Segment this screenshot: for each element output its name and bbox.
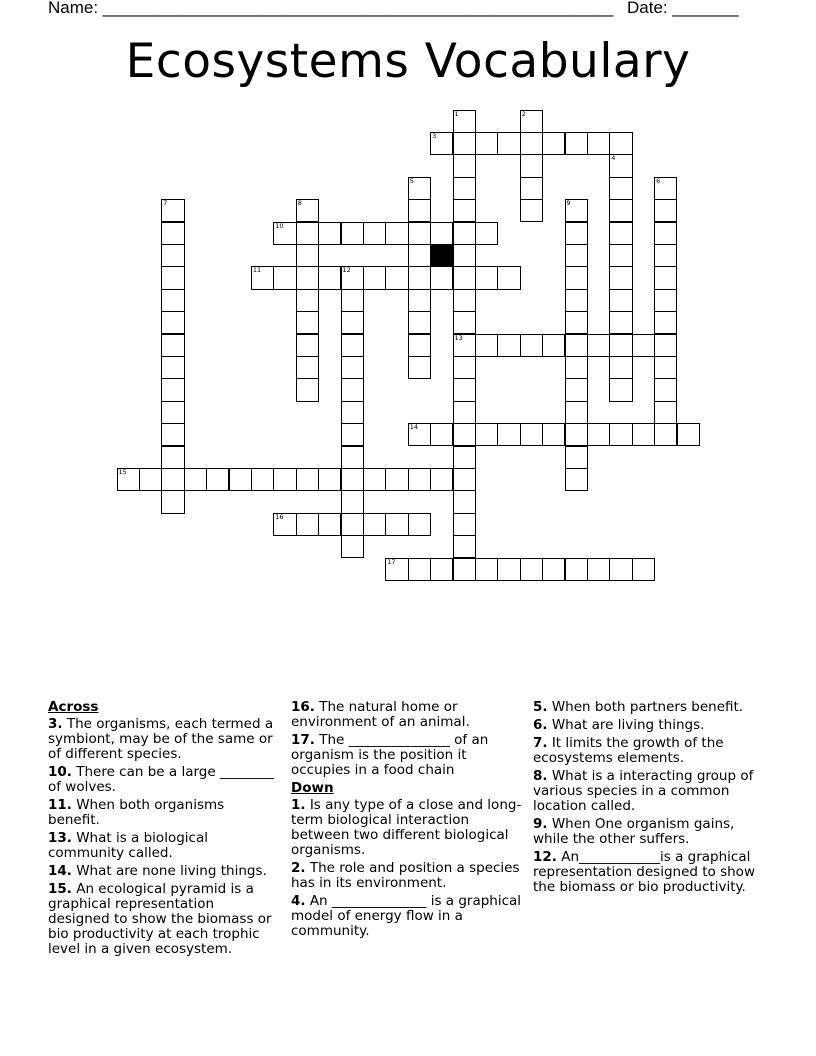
grid-cell[interactable] bbox=[251, 266, 274, 289]
grid-cell[interactable] bbox=[497, 132, 520, 155]
grid-cell[interactable] bbox=[385, 558, 408, 581]
grid-cell[interactable] bbox=[296, 222, 319, 245]
clues-column-3 bbox=[533, 700, 765, 898]
grid-cell[interactable] bbox=[609, 132, 632, 155]
clue-number: 3. bbox=[48, 716, 63, 732]
grid-cell[interactable] bbox=[318, 266, 341, 289]
grid-cell[interactable] bbox=[587, 423, 610, 446]
grid-cell[interactable] bbox=[609, 311, 632, 334]
grid-cell[interactable] bbox=[408, 311, 431, 334]
clue-text: When One organism gains, while the other suffers. bbox=[533, 816, 735, 847]
cell-number: 6 bbox=[656, 176, 661, 185]
black-cell bbox=[430, 244, 453, 267]
grid-cell[interactable] bbox=[497, 423, 520, 446]
cell-number: 5 bbox=[409, 176, 414, 185]
grid-cell[interactable] bbox=[161, 289, 184, 312]
grid-cell[interactable] bbox=[430, 468, 453, 491]
grid-cell[interactable] bbox=[296, 244, 319, 267]
grid-cell[interactable] bbox=[408, 513, 431, 536]
across-clue bbox=[291, 733, 527, 778]
grid-cell[interactable] bbox=[654, 177, 677, 200]
grid-cell[interactable] bbox=[654, 334, 677, 357]
grid-cell[interactable] bbox=[273, 513, 296, 536]
grid-cell[interactable] bbox=[296, 513, 319, 536]
grid-cell[interactable] bbox=[542, 558, 565, 581]
across-clue bbox=[48, 717, 278, 762]
grid-cell[interactable] bbox=[273, 266, 296, 289]
grid-cell[interactable] bbox=[161, 311, 184, 334]
grid-cell[interactable] bbox=[453, 446, 476, 469]
grid-cell[interactable] bbox=[296, 199, 319, 222]
across-clue bbox=[48, 765, 278, 795]
grid-cell[interactable] bbox=[206, 468, 229, 491]
grid-cell[interactable] bbox=[587, 334, 610, 357]
grid-cell[interactable] bbox=[609, 154, 632, 177]
date-field[interactable]: Date: _______ bbox=[627, 0, 739, 17]
grid-cell[interactable] bbox=[520, 199, 543, 222]
clue-number: 15. bbox=[48, 881, 72, 897]
down-clue bbox=[291, 861, 527, 891]
grid-cell[interactable] bbox=[565, 222, 588, 245]
grid-cell[interactable] bbox=[497, 266, 520, 289]
clue-text: An____________is a graphical representation designed to show the biomass or bio productivity. bbox=[533, 849, 755, 895]
clue-text: Is any type of a close and long-term biological interaction between two different biological organisms. bbox=[291, 797, 522, 858]
grid-cell[interactable] bbox=[565, 401, 588, 424]
grid-cell[interactable] bbox=[273, 222, 296, 245]
clue-text: What are living things. bbox=[547, 717, 705, 733]
grid-cell[interactable] bbox=[385, 468, 408, 491]
grid-cell[interactable] bbox=[161, 468, 184, 491]
grid-cell[interactable] bbox=[453, 266, 476, 289]
across-clue bbox=[48, 864, 278, 879]
grid-cell[interactable] bbox=[408, 289, 431, 312]
grid-cell[interactable] bbox=[565, 266, 588, 289]
grid-cell[interactable] bbox=[654, 266, 677, 289]
grid-cell[interactable] bbox=[341, 311, 364, 334]
clue-text: What are none living things. bbox=[71, 863, 267, 879]
grid-cell[interactable] bbox=[430, 266, 453, 289]
grid-cell[interactable] bbox=[430, 132, 453, 155]
grid-cell[interactable] bbox=[654, 199, 677, 222]
clue-number: 13. bbox=[48, 830, 72, 846]
grid-cell[interactable] bbox=[453, 334, 476, 357]
grid-cell[interactable] bbox=[475, 222, 498, 245]
grid-cell[interactable] bbox=[654, 244, 677, 267]
grid-cell[interactable] bbox=[184, 468, 207, 491]
grid-cell[interactable] bbox=[341, 468, 364, 491]
grid-cell[interactable] bbox=[453, 177, 476, 200]
clue-number: 6. bbox=[533, 717, 548, 733]
grid-cell[interactable] bbox=[408, 222, 431, 245]
grid-cell[interactable] bbox=[565, 244, 588, 267]
grid-cell[interactable] bbox=[341, 535, 364, 558]
grid-cell[interactable] bbox=[161, 334, 184, 357]
grid-cell[interactable] bbox=[453, 490, 476, 513]
grid-cell[interactable] bbox=[296, 311, 319, 334]
down-clue bbox=[533, 718, 765, 733]
grid-cell[interactable] bbox=[363, 468, 386, 491]
grid-cell[interactable] bbox=[161, 446, 184, 469]
clue-text: There can be a large ________ of wolves. bbox=[48, 764, 274, 795]
page-title: Ecosystems Vocabulary bbox=[125, 34, 691, 89]
grid-cell[interactable] bbox=[565, 423, 588, 446]
cell-number: 2 bbox=[521, 109, 526, 118]
grid-cell[interactable] bbox=[453, 222, 476, 245]
cell-number: 11 bbox=[252, 266, 262, 275]
clue-text: An ecological pyramid is a graphical representation designed to show the biomass or bio productivity at each trophic level in a given ecosystem. bbox=[48, 881, 272, 957]
grid-cell[interactable] bbox=[363, 513, 386, 536]
grid-cell[interactable] bbox=[430, 558, 453, 581]
grid-cell[interactable] bbox=[453, 378, 476, 401]
cell-number: 13 bbox=[454, 333, 463, 342]
grid-cell[interactable] bbox=[161, 378, 184, 401]
grid-cell[interactable] bbox=[497, 558, 520, 581]
grid-cell[interactable] bbox=[654, 356, 677, 379]
grid-cell[interactable] bbox=[587, 132, 610, 155]
down-clue bbox=[533, 700, 765, 715]
down-clue bbox=[533, 817, 765, 847]
grid-cell[interactable] bbox=[453, 311, 476, 334]
grid-cell[interactable] bbox=[161, 199, 184, 222]
grid-cell[interactable] bbox=[520, 558, 543, 581]
cell-number: 10 bbox=[275, 221, 284, 230]
grid-cell[interactable] bbox=[318, 513, 341, 536]
down-heading: Down bbox=[291, 780, 334, 796]
grid-cell[interactable] bbox=[430, 423, 453, 446]
grid-cell[interactable] bbox=[296, 468, 319, 491]
grid-cell[interactable] bbox=[542, 334, 565, 357]
cell-number: 3 bbox=[432, 131, 437, 140]
clue-number: 4. bbox=[291, 893, 306, 909]
grid-cell[interactable] bbox=[565, 334, 588, 357]
clue-text: The role and position a species has in its environment. bbox=[291, 860, 520, 891]
grid-cell[interactable] bbox=[609, 558, 632, 581]
grid-cell[interactable] bbox=[565, 132, 588, 155]
grid-cell[interactable] bbox=[273, 468, 296, 491]
grid-cell[interactable] bbox=[161, 244, 184, 267]
across-heading: Across bbox=[48, 699, 99, 715]
clues-column-2 bbox=[291, 700, 527, 942]
grid-cell[interactable] bbox=[341, 423, 364, 446]
cell-number: 9 bbox=[566, 199, 571, 208]
grid-cell[interactable] bbox=[408, 177, 431, 200]
grid-cell[interactable] bbox=[453, 289, 476, 312]
grid-cell[interactable] bbox=[453, 401, 476, 424]
grid-cell[interactable] bbox=[408, 558, 431, 581]
grid-cell[interactable] bbox=[408, 199, 431, 222]
grid-cell[interactable] bbox=[341, 334, 364, 357]
grid-cell[interactable] bbox=[542, 132, 565, 155]
grid-cell[interactable] bbox=[341, 222, 364, 245]
grid-cell[interactable] bbox=[453, 558, 476, 581]
grid-cell[interactable] bbox=[341, 513, 364, 536]
clue-number: 2. bbox=[291, 860, 306, 876]
grid-cell[interactable] bbox=[565, 446, 588, 469]
grid-cell[interactable] bbox=[654, 423, 677, 446]
grid-cell[interactable] bbox=[609, 289, 632, 312]
clue-number: 14. bbox=[48, 863, 72, 879]
grid-cell[interactable] bbox=[609, 334, 632, 357]
grid-cell[interactable] bbox=[520, 423, 543, 446]
grid-cell[interactable] bbox=[408, 266, 431, 289]
grid-cell[interactable] bbox=[453, 199, 476, 222]
grid-cell[interactable] bbox=[453, 110, 476, 133]
grid-cell[interactable] bbox=[654, 401, 677, 424]
grid-cell[interactable] bbox=[520, 132, 543, 155]
grid-cell[interactable] bbox=[475, 558, 498, 581]
grid-cell[interactable] bbox=[565, 468, 588, 491]
clue-number: 8. bbox=[533, 768, 548, 784]
grid-cell[interactable] bbox=[609, 356, 632, 379]
grid-cell[interactable] bbox=[161, 222, 184, 245]
grid-cell[interactable] bbox=[475, 334, 498, 357]
grid-cell[interactable] bbox=[341, 289, 364, 312]
grid-cell[interactable] bbox=[654, 311, 677, 334]
grid-cell[interactable] bbox=[632, 423, 655, 446]
grid-cell[interactable] bbox=[565, 378, 588, 401]
cell-number: 1 bbox=[454, 109, 459, 118]
across-clue bbox=[48, 882, 278, 957]
grid-cell[interactable] bbox=[430, 222, 453, 245]
clue-number: 5. bbox=[533, 699, 548, 715]
across-clue bbox=[48, 831, 278, 861]
grid-cell[interactable] bbox=[609, 177, 632, 200]
grid-cell[interactable] bbox=[341, 266, 364, 289]
grid-cell[interactable] bbox=[565, 356, 588, 379]
grid-cell[interactable] bbox=[453, 513, 476, 536]
cell-number: 14 bbox=[409, 423, 418, 432]
grid-cell[interactable] bbox=[385, 513, 408, 536]
clue-text: The organisms, each termed a symbiont, may be of the same or of different species. bbox=[48, 716, 274, 762]
grid-cell[interactable] bbox=[654, 378, 677, 401]
grid-cell[interactable] bbox=[609, 199, 632, 222]
down-clue bbox=[291, 894, 527, 939]
grid-cell[interactable] bbox=[296, 334, 319, 357]
cell-number: 4 bbox=[611, 154, 616, 163]
clue-text: What is a interacting group of various species in a common location called. bbox=[533, 768, 754, 814]
grid-cell[interactable] bbox=[654, 222, 677, 245]
down-clue bbox=[291, 798, 527, 858]
grid-cell[interactable] bbox=[677, 423, 700, 446]
grid-cell[interactable] bbox=[609, 378, 632, 401]
grid-cell[interactable] bbox=[296, 378, 319, 401]
grid-cell[interactable] bbox=[542, 423, 565, 446]
header bbox=[48, 0, 748, 20]
grid-cell[interactable] bbox=[318, 468, 341, 491]
grid-cell[interactable] bbox=[497, 334, 520, 357]
grid-cell[interactable] bbox=[229, 468, 252, 491]
grid-cell[interactable] bbox=[363, 222, 386, 245]
clue-text: It limits the growth of the ecosystems elements. bbox=[533, 735, 724, 766]
grid-cell[interactable] bbox=[341, 356, 364, 379]
across-clue bbox=[48, 798, 278, 828]
grid-cell[interactable] bbox=[565, 311, 588, 334]
clue-number: 17. bbox=[291, 732, 315, 748]
cell-number: 12 bbox=[342, 266, 351, 275]
grid-cell[interactable] bbox=[408, 423, 431, 446]
clue-text: When both partners benefit. bbox=[547, 699, 744, 715]
grid-cell[interactable] bbox=[520, 110, 543, 133]
grid-cell[interactable] bbox=[251, 468, 274, 491]
grid-cell[interactable] bbox=[453, 132, 476, 155]
cell-number: 17 bbox=[387, 557, 396, 566]
grid-cell[interactable] bbox=[408, 334, 431, 357]
clue-number: 7. bbox=[533, 735, 548, 751]
clue-number: 10. bbox=[48, 764, 72, 780]
grid-cell[interactable] bbox=[139, 468, 162, 491]
grid-cell[interactable] bbox=[363, 266, 386, 289]
clue-text: What is a biological community called. bbox=[48, 830, 208, 861]
grid-cell[interactable] bbox=[341, 446, 364, 469]
clue-text: The natural home or environment of an animal. bbox=[291, 699, 470, 730]
down-clue bbox=[533, 769, 765, 814]
cell-number: 15 bbox=[118, 467, 127, 476]
grid-cell[interactable] bbox=[318, 222, 341, 245]
grid-cell[interactable] bbox=[609, 222, 632, 245]
grid-cell[interactable] bbox=[632, 334, 655, 357]
grid-cell[interactable] bbox=[117, 468, 140, 491]
clue-text: The _______________ of an organism is the position it occupies in a food chain bbox=[291, 732, 489, 778]
grid-cell[interactable] bbox=[453, 535, 476, 558]
clue-number: 11. bbox=[48, 797, 72, 813]
grid-cell[interactable] bbox=[609, 423, 632, 446]
grid-cell[interactable] bbox=[341, 378, 364, 401]
grid-cell[interactable] bbox=[632, 558, 655, 581]
clue-text: An ______________ is a graphical model of energy flow in a community. bbox=[291, 893, 522, 939]
grid-cell[interactable] bbox=[453, 468, 476, 491]
clue-number: 1. bbox=[291, 797, 306, 813]
grid-cell[interactable] bbox=[609, 244, 632, 267]
grid-cell[interactable] bbox=[565, 558, 588, 581]
clue-number: 12. bbox=[533, 849, 557, 865]
cell-number: 8 bbox=[297, 199, 302, 208]
cell-number: 16 bbox=[275, 512, 284, 521]
grid-cell[interactable] bbox=[161, 266, 184, 289]
grid-cell[interactable] bbox=[475, 423, 498, 446]
grid-cell[interactable] bbox=[408, 244, 431, 267]
clues-column-1 bbox=[48, 700, 278, 960]
grid-cell[interactable] bbox=[341, 490, 364, 513]
grid-cell[interactable] bbox=[587, 558, 610, 581]
grid-cell[interactable] bbox=[296, 266, 319, 289]
name-field[interactable]: Name: ______________________________________________________ bbox=[48, 0, 614, 17]
grid-cell[interactable] bbox=[520, 177, 543, 200]
grid-cell[interactable] bbox=[161, 490, 184, 513]
grid-cell[interactable] bbox=[453, 244, 476, 267]
grid-cell[interactable] bbox=[520, 154, 543, 177]
cell-number: 7 bbox=[163, 199, 168, 208]
grid-cell[interactable] bbox=[161, 356, 184, 379]
grid-cell[interactable] bbox=[408, 356, 431, 379]
across-clue bbox=[291, 700, 527, 730]
grid-cell[interactable] bbox=[453, 423, 476, 446]
grid-cell[interactable] bbox=[453, 154, 476, 177]
down-clue bbox=[533, 850, 765, 895]
clue-text: When both organisms benefit. bbox=[48, 797, 225, 828]
grid-cell[interactable] bbox=[161, 423, 184, 446]
grid-cell[interactable] bbox=[654, 289, 677, 312]
grid-cell[interactable] bbox=[565, 289, 588, 312]
grid-cell[interactable] bbox=[161, 401, 184, 424]
grid-cell[interactable] bbox=[475, 266, 498, 289]
grid-cell[interactable] bbox=[609, 266, 632, 289]
grid-cell[interactable] bbox=[475, 132, 498, 155]
grid-cell[interactable] bbox=[385, 266, 408, 289]
clue-number: 9. bbox=[533, 816, 548, 832]
down-clue bbox=[533, 736, 765, 766]
grid-cell[interactable] bbox=[408, 468, 431, 491]
grid-cell[interactable] bbox=[453, 356, 476, 379]
grid-cell[interactable] bbox=[520, 334, 543, 357]
grid-cell[interactable] bbox=[296, 289, 319, 312]
grid-cell[interactable] bbox=[565, 199, 588, 222]
clue-number: 16. bbox=[291, 699, 315, 715]
grid-cell[interactable] bbox=[296, 356, 319, 379]
grid-cell[interactable] bbox=[385, 222, 408, 245]
grid-cell[interactable] bbox=[341, 401, 364, 424]
